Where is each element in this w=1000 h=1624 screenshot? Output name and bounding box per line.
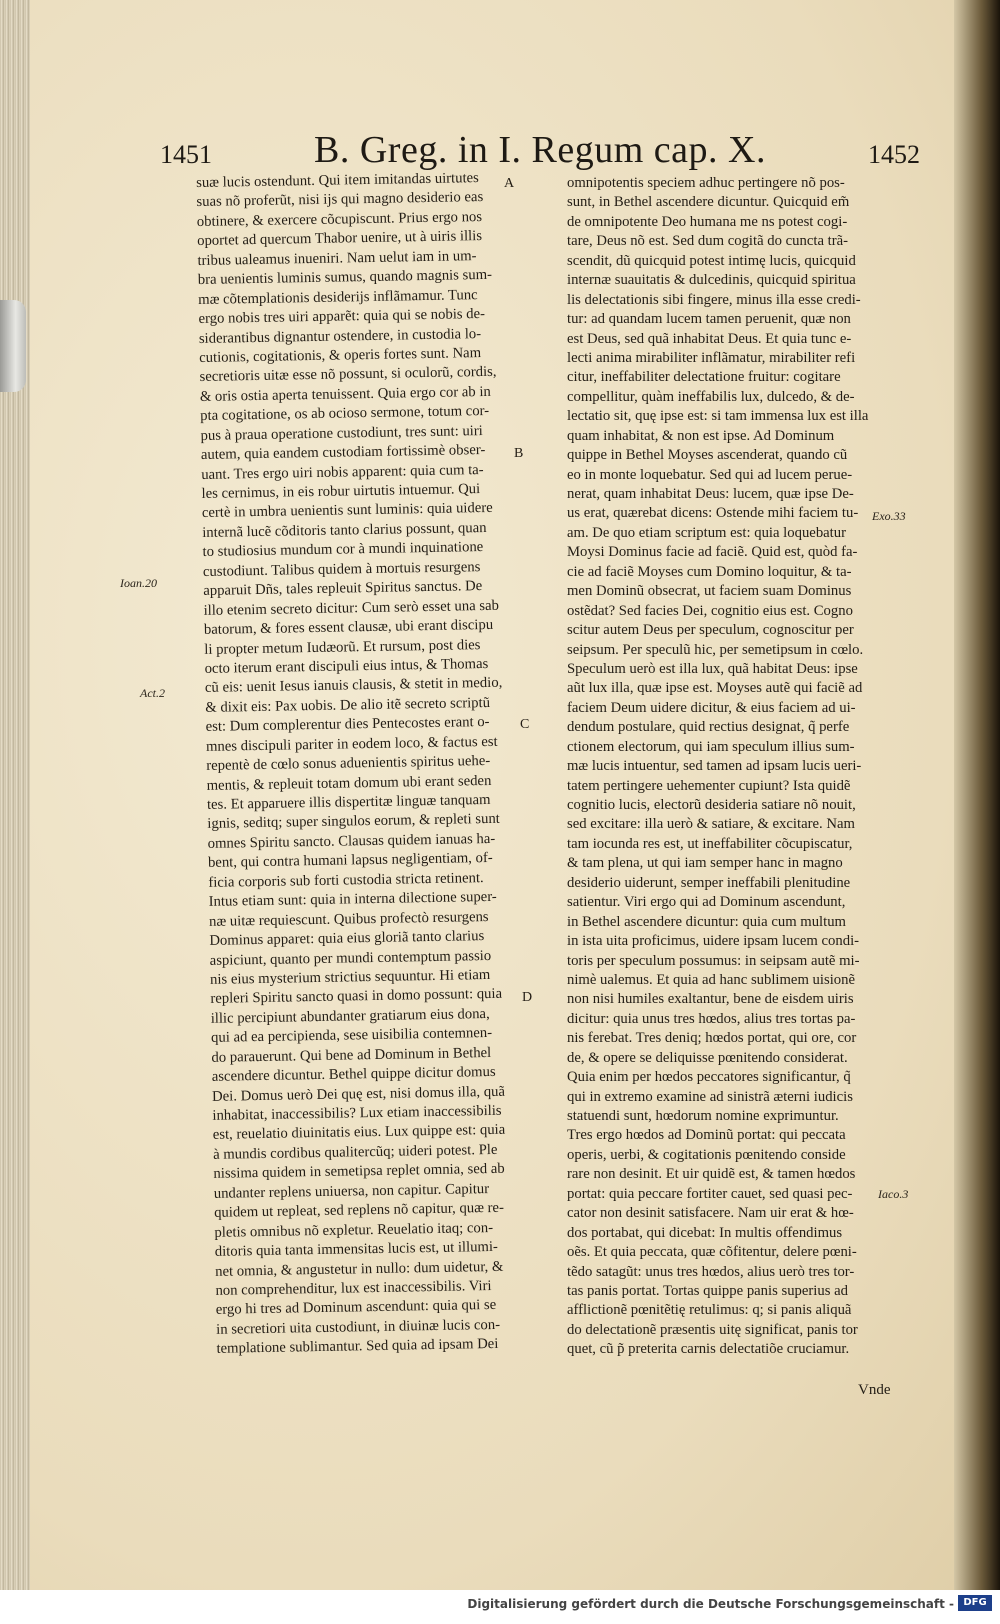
text-line: citur, ineffabiliter delectatione fruitur: cogitare bbox=[567, 369, 841, 386]
text-line: tatem pertingere uehementer cupiunt? Ista quidẽ bbox=[567, 777, 851, 794]
text-line: oẽs. Et quia peccata, quæ cõfitentur, delere pœni- bbox=[567, 1244, 857, 1261]
text-line: est, reuelatio diuinitatis eius. Lux quippe est: quia bbox=[212, 1122, 506, 1144]
text-line: undanter replens uniuersa, non capitur. Capitur bbox=[213, 1180, 490, 1202]
text-line: aũt lux illa, quæ ipse est. Moyses autẽ qui faciẽ ad bbox=[567, 680, 863, 697]
text-line: obtinere, & exercere cõcupiscunt. Prius ergo nos bbox=[196, 208, 483, 230]
text-column-left bbox=[196, 168, 583, 1360]
text-line: tare, Deus nõ est. Sed dum cogitã do cuncta trã- bbox=[567, 233, 849, 250]
text-line: Speculum uerò est illa lux, quã habitat Deus: ipse bbox=[567, 660, 858, 677]
text-line: tas panis portat. Tortas quippe panis superius ad bbox=[567, 1282, 848, 1299]
text-line: certè in umbra uenientis sunt luminis: quia uidere bbox=[201, 500, 493, 522]
text-line: Dominus apparet: quia eius gloriã tanto clarius bbox=[209, 928, 485, 949]
text-line: tribus ualeamus inueniri. Nam uelut iam in um- bbox=[197, 247, 477, 269]
margin-note-exo: Exo.33 bbox=[872, 509, 906, 523]
margin-note-ioan: Ioan.20 bbox=[120, 576, 157, 590]
text-line: us erat, quærebat dicens: Ostende mihi faciem tu- bbox=[567, 505, 859, 522]
text-line: quam inhabitat, & non est ipse. Ad Dominum bbox=[567, 427, 835, 444]
text-line: dicitur: quia unus tres hœdos, alius tres tortas pa- bbox=[567, 1010, 856, 1027]
text-line: nis eius mysterium strictius sequuntur. Hi etiam bbox=[209, 966, 491, 988]
margin-note-iaco: Iaco.3 bbox=[878, 1187, 909, 1201]
text-line: pus à praua operatione custodiunt, tres sunt: uiri bbox=[200, 422, 483, 444]
section-letter-c: C bbox=[520, 717, 530, 732]
text-line: pta cogitatione, os ab ocioso sermone, totum cor- bbox=[200, 403, 490, 425]
text-line: tur: ad quandam lucem tamen peruenit, quæ non bbox=[567, 311, 851, 328]
text-column-right bbox=[567, 174, 933, 1360]
text-line: mæ cõtemplationis desiderijs inflãmamur. Tunc bbox=[198, 286, 478, 308]
text-line: sed excitare: illa uerò & satiare, & excitare. Nam bbox=[567, 816, 855, 833]
section-letter-d: D bbox=[522, 990, 533, 1005]
text-line: portat: quia peccare fortiter cauet, sed quasi pec- bbox=[567, 1185, 853, 1202]
text-line: ergo hi tres ad Dominum ascendunt: quia qui se bbox=[215, 1297, 497, 1319]
text-line: non nisi humiles exaltantur, bene de eisdem uiris bbox=[567, 991, 854, 1008]
folio-right: 1452 bbox=[868, 140, 920, 169]
text-line: octo iterum erant discipuli eius intus, & Thomas bbox=[204, 655, 489, 677]
text-line: apparuit Dñs, tales repleuit Spiritus sanctus. De bbox=[203, 578, 483, 600]
text-line: Dei. Domus uerò Dei quę est, nisi domus illa, quã bbox=[211, 1083, 506, 1105]
text-line: afflictionẽ pœnitẽtię retulimus: q; si panis aliquã bbox=[567, 1302, 852, 1319]
text-line: ostẽdat? Sed facies Dei, cognitio eius est. Cogno bbox=[567, 602, 853, 619]
text-line: seipsum. Per speculũ hic, per semetipsum in cœlo. bbox=[567, 641, 864, 658]
text-line: rare non desinit. Et uir quidẽ est, & tamen hœdos bbox=[567, 1166, 856, 1183]
text-line: & oris ostia aperta tenuissent. Quia ergo cor ab in bbox=[199, 383, 491, 405]
text-line: nissima quidem in semetipsa replet omnia, sed ab bbox=[213, 1161, 505, 1183]
text-line: mnes discipuli pariter in eodem loco, & factus est bbox=[205, 733, 498, 755]
text-line: cũ eis: uenit Iesus ianuis clausis, & stetit in medio, bbox=[204, 675, 503, 697]
text-line: les cernimus, in eis robur uirtutis intuemur. Qui bbox=[201, 481, 481, 502]
text-line: de omnipotente Deo humana me ns potest cogi- bbox=[567, 213, 848, 230]
text-line: suas nõ proferũt, nisi ijs qui magno desiderio eas bbox=[196, 189, 484, 211]
text-line: operis, uerbi, & cogitationis pœnitendo conside bbox=[567, 1146, 846, 1163]
page-title: B. Greg. in I. Regum cap. X. bbox=[314, 129, 766, 171]
text-line: repleri Spiritu sancto quasi in domo possunt: quia bbox=[210, 986, 503, 1008]
text-line: in Bethel ascendere dicuntur: quia cum multum bbox=[567, 913, 846, 930]
text-line: repentè de cœlo sonus aduenientis spiritus uehe- bbox=[206, 753, 491, 775]
text-line: illic percipiunt abundanter gratiarum eius dona, bbox=[210, 1005, 490, 1027]
text-line: Tres ergo hœdos ad Dominũ portat: qui peccata bbox=[567, 1127, 846, 1144]
text-line: suæ lucis ostendunt. Qui item imitandas uirtutes bbox=[196, 170, 479, 191]
text-line: tes. Et apparuere illis dispertitæ linguæ tanquam bbox=[206, 791, 491, 813]
text-line: to studiosius mundum cor à mundi inquinatione bbox=[202, 539, 484, 561]
text-line: scitur autem Deus per speculum, cognoscitur per bbox=[567, 622, 854, 639]
text-line: internã lucẽ cõditoris tanto clarius possunt, quan bbox=[202, 519, 487, 541]
text-line: internæ suauitatis & dulcedinis, quicquid spiritua bbox=[567, 272, 856, 289]
text-line: ditoris quia tanta immensitas lucis est, ut illumi- bbox=[214, 1238, 499, 1260]
book-gutter bbox=[954, 0, 1000, 1590]
book-page bbox=[30, 0, 954, 1590]
text-line: li propter metum Iudæorũ. Et rursum, post dies bbox=[204, 636, 481, 658]
text-line: qui in extremo examine ad sinistrã æterni iudicis bbox=[567, 1088, 853, 1105]
footer bbox=[0, 1590, 1000, 1624]
section-letter-b: B bbox=[514, 446, 524, 461]
text-line: nis ferebat. Tres deniq; hœdos portat, qui ore, cor bbox=[567, 1030, 857, 1047]
text-line: batorum, & fores essent clausæ, ubi erant discipu bbox=[203, 616, 494, 638]
text-line: ficia corporis sub forti custodia stricta retinent. bbox=[208, 869, 484, 891]
text-line: pletis omnibus nõ expletur. Reuelatio itaq; con- bbox=[214, 1219, 494, 1241]
text-line: do parauerunt. Qui bene ad Dominum in Bethel bbox=[211, 1044, 492, 1066]
page-clip bbox=[0, 300, 26, 392]
section-letter-a: A bbox=[504, 176, 515, 191]
text-line: est: Dum complerentur dies Pentecostes erant o- bbox=[205, 714, 490, 736]
text-line: uant. Tres ergo uiri nobis apparent: quia cum ta- bbox=[201, 461, 484, 483]
text-line: nerat, quam inhabitat Deus: lucem, quæ ipse De- bbox=[567, 486, 854, 502]
text-line: sunt, in Bethel ascendere dicuntur. Quicquid em̃ bbox=[567, 194, 850, 211]
text-line: in ista uita proficimus, uidere ipsam lucem condi- bbox=[567, 933, 860, 950]
text-line: ignis, seditq; super singulos eorum, & repleti sunt bbox=[207, 811, 500, 833]
text-line: tẽdo satagũt: unus tres hœdos, alius uerò tres tor- bbox=[567, 1263, 855, 1280]
margin-note-act: Act.2 bbox=[140, 686, 165, 700]
text-line: lecti anima mirabiliter inflãmatur, mirabiliter refi bbox=[567, 349, 856, 366]
text-line: net omnia, & angustetur in nullo: dum uidetur, & bbox=[215, 1258, 504, 1280]
text-line: illo etenim secreto dicitur: Cum serò esset una sab bbox=[203, 597, 500, 619]
text-line: scendit, dũ quicquid potest intimę lucis, quicquid bbox=[567, 252, 856, 269]
text-line: dendum postulare, quid rectius designat, q̃ perfe bbox=[567, 719, 850, 736]
text-line: am. De quo etiam scriptum est: quia loquebatur bbox=[567, 524, 846, 541]
text-line: mæ lucis intuentur, sed tamen ad ipsam lucis ueri- bbox=[567, 758, 862, 775]
text-line: autem, quia eandem custodiam fortissimè obser- bbox=[200, 442, 486, 464]
text-line: faciem Deum uidere dicitur, & eius faciem ad ui- bbox=[567, 699, 856, 716]
text-line: quet, cũ p̃ preterita carnis delectatiõe cruciamur. bbox=[567, 1341, 850, 1358]
text-line: Intus etiam sunt: quia in interna dilectione super- bbox=[208, 889, 497, 911]
text-line: siderantibus dignantur ostendere, in custodia lo- bbox=[198, 325, 482, 347]
text-line: næ uitæ requiescunt. Quibus profectò resurgens bbox=[208, 908, 489, 930]
text-line: in secretiori uita custodiunt, in diuinæ lucis con- bbox=[216, 1316, 501, 1338]
text-line: compellitur, quàm ineffabilis lux, dulcedo, & de- bbox=[567, 388, 855, 405]
text-line: dos portabat, qui dicebat: In multis offendimus bbox=[567, 1224, 843, 1241]
text-line: cie ad faciẽ Moyses cum Domino loquitur, & ta- bbox=[567, 563, 852, 580]
text-line: do delectationẽ præsentis uitę significat, panis tor bbox=[567, 1321, 858, 1338]
text-line: eo in monte loquebatur. Sed qui ad lucem perue- bbox=[567, 466, 853, 483]
text-line: Moysi Dominus facie ad faciẽ. Quid est, quòd fa- bbox=[567, 544, 858, 561]
text-line: ascendere dicuntur. Bethel quippe dicitur domus bbox=[211, 1064, 496, 1085]
text-line: satientur. Viri ergo qui ad Dominum ascendunt, bbox=[567, 894, 846, 911]
dfg-logo: DFG bbox=[958, 1595, 992, 1611]
text-line: cognitio lucis, electorũ desideria satiare nõ nouit, bbox=[567, 797, 856, 813]
text-line: inhabitat, inaccessibilis? Lux etiam inaccessibilis bbox=[212, 1102, 502, 1124]
text-line: & tam plena, ut qui iam semper hanc in magno bbox=[567, 855, 843, 872]
text-line: est Deus, sed quã inhabitat Deus. Et quia tunc e- bbox=[567, 330, 852, 347]
text-line: omnipotentis speciem adhuc pertingere nõ pos- bbox=[567, 175, 845, 191]
text-line: aspiciunt, quanto per mundi contemptum passio bbox=[209, 947, 492, 969]
text-line: quippe in Bethel Moyses ascenderat, quando cũ bbox=[567, 447, 848, 464]
text-line: qui ad ea percipienda, sese uisibilia contemnen- bbox=[210, 1025, 493, 1047]
text-line: lectatio sit, quę ipse est: si tam immensa lux est illa bbox=[567, 408, 869, 425]
text-line: cutionis, cogitationis, & operis fortes sunt. Nam bbox=[199, 344, 482, 366]
text-line: bent, qui contra humani lapsus negligentiam, of- bbox=[207, 850, 493, 872]
text-line: bra uenientis luminis sumus, quando magnis sum- bbox=[197, 267, 493, 289]
text-line: tam iocunda res est, ut ineffabiliter cõcupiscatur, bbox=[567, 835, 853, 852]
text-line: ctionem electorum, qui iam speculum illius sum- bbox=[567, 738, 855, 755]
text-line: custodiunt. Talibus quidem à mortuis resurgens bbox=[202, 558, 481, 580]
text-line: ergo nobis tres uiri apparẽt: quia qui se nobis de- bbox=[198, 306, 486, 328]
folio-left: 1451 bbox=[160, 140, 212, 169]
text-line: omnes Spiritu sancto. Clausas quidem ianuas ha- bbox=[207, 830, 496, 852]
text-line: mentis, & repleuit totam domum ubi erant seden bbox=[206, 772, 492, 794]
text-line: templatione sublimantur. Sed quia ad ipsam Dei bbox=[216, 1336, 499, 1358]
funding-note: Digitalisierung gefördert durch die Deutsche Forschungsgemeinschaft - bbox=[467, 1597, 954, 1611]
text-line: desiderio uiderunt, semper ineffabili plenitudine bbox=[567, 874, 851, 891]
text-line: de, & opere se deliquisse pœnitendo considerat. bbox=[567, 1049, 848, 1066]
text-line: & dixit eis: Pax uobis. De alio itẽ secreto scriptũ bbox=[205, 694, 491, 716]
text-line: quidem ut repleat, sed replens nõ capitur, quæ re- bbox=[213, 1199, 505, 1222]
text-line: cator non desinit satisfacere. Nam uir erat & hœ- bbox=[567, 1205, 854, 1222]
text-line: lis delectationis sibi fingere, minus illa esse credi- bbox=[567, 291, 861, 308]
text-line: statuendi sunt, hœdorum nomine exprimuntur. bbox=[567, 1108, 839, 1124]
text-line: secretioris uitæ esse nõ possunt, si oculorũ, cordis, bbox=[199, 364, 497, 386]
text-line: men Dominũ obsecrat, ut faciem suam Dominus bbox=[567, 583, 852, 600]
text-line: nimè ualemus. Et quia ad hanc sublimem uisionẽ bbox=[567, 971, 855, 988]
catchword: Vnde bbox=[858, 1382, 891, 1398]
text-line: non comprehenditur, lux est inaccessibilis. Viri bbox=[215, 1277, 492, 1299]
text-line: Quia enim per hœdos peccatores significantur, q̃ bbox=[567, 1069, 851, 1086]
text-line: à mundis cordibus qualitercũq; uideri potest. Ple bbox=[212, 1141, 498, 1163]
text-line: toris per speculum possumus: in seipsam autẽ mi- bbox=[567, 952, 860, 969]
text-line: oportet ad quercum Thabor uenire, ut à uiris illis bbox=[197, 228, 483, 250]
